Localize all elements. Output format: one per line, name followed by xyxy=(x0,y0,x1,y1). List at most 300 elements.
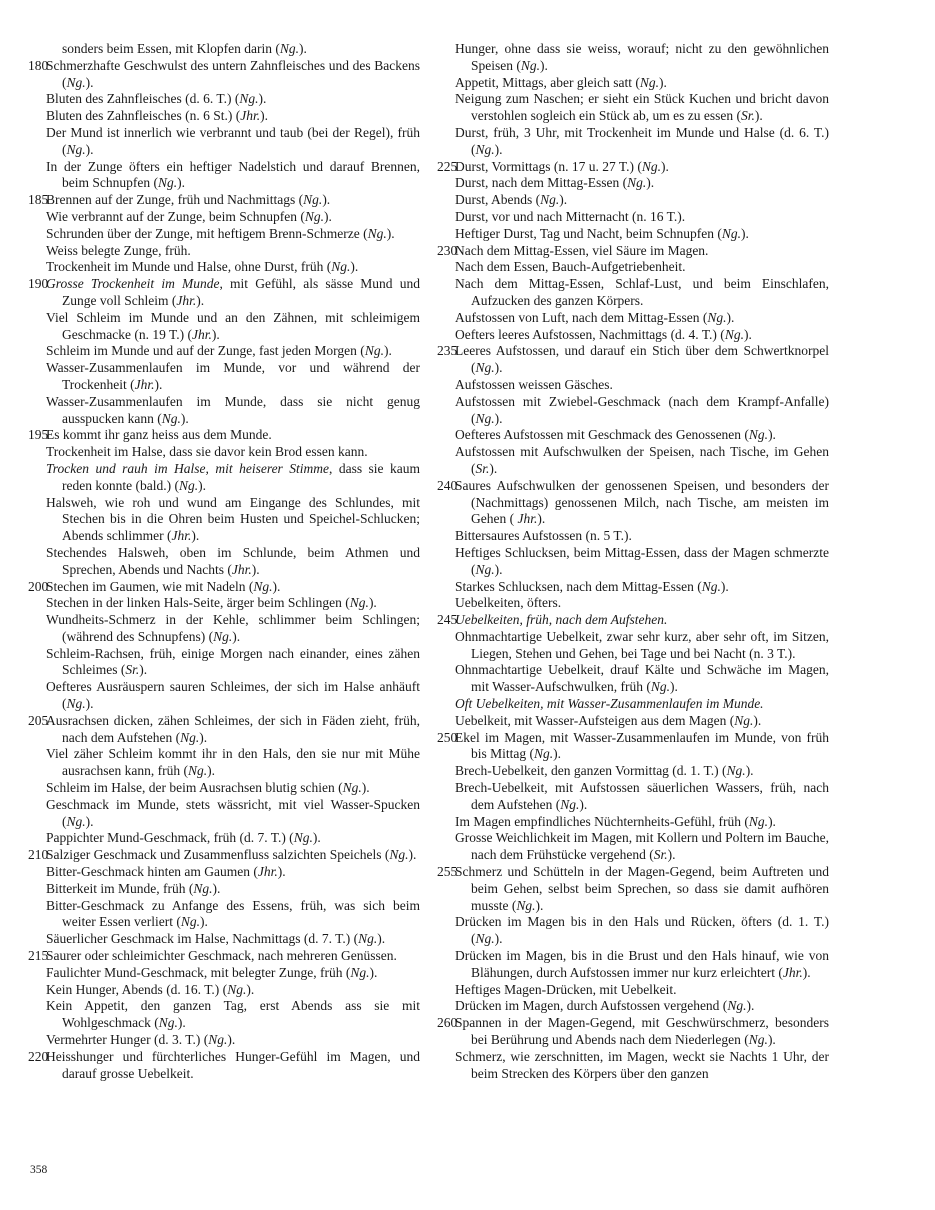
entry xyxy=(437,696,829,713)
text-run: Oefteres Aufstossen mit Geschmack des Genossenen ( xyxy=(455,427,749,443)
italic-run: Ng. xyxy=(293,830,313,846)
text-run: Grosse Weichlichkeit im Magen, mit Kollern und Poltern im Bauche, nach dem Frühstücke vergehend ( xyxy=(455,830,829,863)
entry-text xyxy=(455,259,686,274)
entry xyxy=(437,310,829,327)
entry-number: 240 xyxy=(437,477,458,493)
entry-text xyxy=(455,612,667,627)
text-run: ). xyxy=(540,57,548,73)
text-run: ). xyxy=(361,780,370,796)
entry-text xyxy=(46,259,358,274)
entry-text xyxy=(46,713,420,745)
italic-run: Ng. xyxy=(350,964,370,980)
italic-run: Ng. xyxy=(516,897,536,913)
italic-run: Ng. xyxy=(304,208,325,224)
entry-text xyxy=(46,898,420,930)
italic-run: Ng. xyxy=(641,158,662,174)
text-run: Durst, Abends ( xyxy=(455,192,541,208)
text-run: ). xyxy=(154,376,163,392)
text-run: ). xyxy=(251,561,260,577)
text-run: Uebelkeit, mit Wasser-Aufsteigen aus dem Magen ( xyxy=(455,712,735,728)
italic-run: Ng. xyxy=(66,74,86,90)
text-run: ). xyxy=(535,897,544,913)
entry-text xyxy=(455,377,613,392)
text-run: Drücken im Magen, bis in die Brust und den Hals hinauf, wie von Blähungen, durch Aufstossen immer nur kurz erleichtert ( xyxy=(455,948,829,980)
entry-text xyxy=(455,914,829,946)
entry-text xyxy=(455,310,734,325)
numbered-entry xyxy=(437,864,829,914)
text-run: Saurer oder schleimichter Geschmack, nach mehreren Genüssen. xyxy=(46,948,397,964)
text-run: ). xyxy=(661,158,669,174)
text-run: Leeres Aufstossen, und darauf ein Stich über dem Schwertknorpel ( xyxy=(455,343,829,376)
numbered-entry xyxy=(28,276,420,310)
text-run: Durst, vor und nach Mitternacht (n. 16 T.). xyxy=(455,208,686,224)
page-number: 358 xyxy=(30,1164,48,1176)
text-run: Aufstossen weissen Gäsches. xyxy=(455,376,613,392)
italic-run: Ng. xyxy=(227,981,247,997)
numbered-entry xyxy=(437,243,829,260)
italic-run: Ng. xyxy=(349,595,369,611)
text-run: ). xyxy=(494,931,503,947)
entry-text xyxy=(46,830,321,845)
italic-run: Ng. xyxy=(726,763,746,779)
italic-run: Ng. xyxy=(358,931,378,947)
italic-run: Jhr. xyxy=(517,511,538,527)
text-run: Im Magen empfindliches Nüchternheits-Gefühl, früh ( xyxy=(455,813,749,829)
text-run: ). xyxy=(198,477,206,493)
entry-text xyxy=(46,444,368,459)
entry-text xyxy=(46,612,420,644)
entry-text xyxy=(46,427,272,442)
entry xyxy=(437,998,829,1015)
text-run: Vermehrter Hunger (d. 3. T.) ( xyxy=(46,1032,209,1048)
text-run: Starkes Schlucksen, nach dem Mittag-Essen ( xyxy=(455,578,702,594)
entry xyxy=(28,679,420,713)
text-run: Durst, Vormittags (n. 17 u. 27 T.) ( xyxy=(455,158,642,174)
text-run: Weiss belegte Zunge, früh. xyxy=(46,242,191,258)
entry-text xyxy=(455,276,829,308)
entry-text xyxy=(46,881,220,896)
entry-text xyxy=(455,159,669,174)
text-run: Stechendes Halsweh, oben im Schlunde, beim Athmen und Sprechen, Abends und Nachts ( xyxy=(46,544,420,577)
entry xyxy=(437,1049,829,1083)
text-run: Wie verbrannt auf der Zunge, beim Schnupfen ( xyxy=(46,208,305,224)
text-run: ). xyxy=(368,595,377,611)
entry-text xyxy=(46,931,385,946)
entry-text xyxy=(46,579,280,594)
entry-text xyxy=(46,965,377,980)
italic-run: Ng. xyxy=(66,813,86,829)
entry-text xyxy=(46,646,420,678)
entry-text xyxy=(455,579,729,594)
entry-text xyxy=(46,226,395,241)
italic-run: Ng. xyxy=(66,696,86,712)
entry xyxy=(28,898,420,932)
numbered-entry xyxy=(437,1015,829,1049)
entry-text xyxy=(455,243,708,258)
entry-text xyxy=(455,175,654,190)
entry xyxy=(28,394,420,428)
entry-text xyxy=(455,91,829,123)
entry-text xyxy=(455,444,829,476)
entry xyxy=(437,528,829,545)
italic-run: Ng. xyxy=(367,225,387,241)
text-run: ). xyxy=(537,511,546,527)
text-run: ). xyxy=(377,931,386,947)
italic-run: Jhr. xyxy=(782,964,803,980)
entry-text xyxy=(455,948,829,980)
text-run: Der Mund ist innerlich wie verbrannt und taub (bei der Regel), früh ( xyxy=(46,124,420,157)
text-run: Oefters leeres Aufstossen, Nachmittags (d. 4. T.) ( xyxy=(455,326,725,342)
text-run: ). xyxy=(768,427,776,443)
italic-run: Ng. xyxy=(180,914,200,930)
text-run: Pappichter Mund-Geschmack, früh (d. 7. T.) ( xyxy=(46,830,294,846)
entry xyxy=(437,175,829,192)
text-run: ). xyxy=(746,998,755,1014)
text-run: ). xyxy=(177,175,185,191)
text-run: ). xyxy=(260,108,268,124)
entry xyxy=(437,226,829,243)
entry xyxy=(437,394,829,428)
entry-text xyxy=(455,427,776,442)
text-run: Wasser-Zusammenlaufen im Munde, vor und während der Trockenheit ( xyxy=(46,360,420,392)
text-run: Aufstossen mit Aufschwulken der Speisen, nach Tische, im Gehen ( xyxy=(455,444,829,476)
entry xyxy=(28,209,420,226)
text-run: ). xyxy=(383,343,392,359)
italic-run: Ng. xyxy=(161,410,181,426)
italic-run: Ng. xyxy=(475,410,495,426)
entry xyxy=(437,427,829,444)
entry xyxy=(28,159,420,193)
text-run: Durst, früh, 3 Uhr, mit Trockenheit im Munde und Halse (d. 6. T.) ( xyxy=(455,124,829,157)
text-run: Brech-Uebelkeit, mit Aufstossen säuerlichen Wassers, früh, nach dem Aufstehen ( xyxy=(455,780,829,812)
entry xyxy=(437,763,829,780)
entry-text xyxy=(455,1049,829,1081)
text-run: ). xyxy=(298,41,307,56)
text-run: ). xyxy=(768,813,776,829)
entry-text xyxy=(455,528,632,543)
text-run: Nach dem Mittag-Essen, viel Säure im Magen. xyxy=(455,242,709,258)
text-run: Spannen in der Magen-Gegend, mit Geschwürschmerz, besonders bei Berührung und Abends nach dem Niederlegen ( xyxy=(455,1015,829,1048)
italic-run: Jhr. xyxy=(134,376,155,392)
entry xyxy=(28,881,420,898)
text-run: Faulichter Mund-Geschmack, mit belegter Zunge, früh ( xyxy=(46,964,351,980)
entry-number: 255 xyxy=(437,864,458,880)
entry-text xyxy=(455,595,561,610)
entry xyxy=(437,444,829,478)
numbered-entry xyxy=(28,427,420,444)
numbered-entry xyxy=(437,159,829,176)
entry xyxy=(28,998,420,1032)
entry-text xyxy=(455,478,829,527)
italic-run: Ng. xyxy=(342,780,362,796)
text-run: ). xyxy=(726,309,735,325)
numbered-entry xyxy=(28,579,420,596)
text-run: ). xyxy=(753,712,762,728)
text-run: Ekel im Magen, mit Wasser-Zusammenlaufen im Munde, von früh bis Mittag ( xyxy=(455,729,829,762)
italic-run: Ng. xyxy=(748,813,769,829)
numbered-entry xyxy=(28,192,420,209)
entry xyxy=(437,327,829,344)
entry-text xyxy=(46,1032,235,1047)
text-run: Bitter-Geschmack hinten am Gaumen ( xyxy=(46,864,258,880)
text-run: ). xyxy=(199,914,208,930)
text-run: Halsweh, wie roh und wund am Eingange des Schlundes, mit Stechen bis in die Ohren beim Husten und Speichel-Schlucken; Abends schlimmer ( xyxy=(46,494,420,544)
text-run: Ohnmachtartige Uebelkeit, drauf Kälte und Schwäche im Magen, mit Wasser-Aufschwulken, früh ( xyxy=(455,662,829,695)
entry-number: 200 xyxy=(28,578,49,594)
entry-text xyxy=(46,360,420,392)
entry xyxy=(28,41,420,58)
text-run: , dass sie kaum reden konnte (bald.) ( xyxy=(62,460,420,493)
entry xyxy=(437,545,829,579)
text-run: Nach dem Mittag-Essen, Schlaf-Lust, und beim Einschlafen, Aufzucken des ganzen Körpers. xyxy=(455,276,829,308)
italic-run: Ng. xyxy=(520,57,541,73)
text-run: ). xyxy=(646,175,655,191)
text-run: ). xyxy=(85,74,94,90)
text-run: Neigung zum Naschen; er sieht ein Stück Kuchen und bricht davon verstohlen sogleich ein Stück ab, um es zu essen ( xyxy=(455,91,829,124)
entry-text xyxy=(455,696,764,711)
entry xyxy=(28,243,420,260)
text-run: Säuerlicher Geschmack im Halse, Nachmittags (d. 7. T.) ( xyxy=(46,931,359,947)
text-run: Wundheits-Schmerz in der Kehle, schlimmer beim Schlingen; (während des Schnupfens) ( xyxy=(46,612,420,644)
entry-number: 195 xyxy=(28,427,49,443)
entry-text xyxy=(455,192,567,207)
italic-run: Ng. xyxy=(475,141,495,157)
entry-text xyxy=(46,243,191,258)
entry xyxy=(28,108,420,125)
italic-run: Ng. xyxy=(748,1032,768,1048)
text-run: Schleim-Rachsen, früh, einige Morgen nach einander, eines zähen Schleimes ( xyxy=(46,645,420,678)
text-run: ). xyxy=(246,981,255,997)
text-run: ). xyxy=(85,696,94,712)
entry-text xyxy=(46,746,420,778)
entry-text xyxy=(46,495,420,544)
entry-number: 215 xyxy=(28,948,49,964)
entry xyxy=(437,914,829,948)
text-run: ). xyxy=(277,864,286,880)
entry xyxy=(28,461,420,495)
text-run: Trockenheit im Halse, dass sie davor kein Brod essen kann. xyxy=(46,444,368,460)
italic-run: Ng. xyxy=(213,628,233,644)
text-run: ). xyxy=(494,141,503,157)
entry-text xyxy=(455,830,829,862)
entry xyxy=(28,780,420,797)
entry-text xyxy=(455,982,677,997)
text-run: ). xyxy=(745,763,754,779)
italic-run: Ng. xyxy=(253,578,273,594)
text-run: ). xyxy=(312,830,321,846)
text-run: ). xyxy=(85,141,94,157)
entry-number: 210 xyxy=(28,847,49,863)
italic-run: Ng. xyxy=(364,343,384,359)
text-run: Brennen auf der Zunge, früh und Nachmittags ( xyxy=(46,192,304,208)
italic-run: Ng. xyxy=(727,998,747,1014)
text-run: ). xyxy=(324,208,332,224)
entry-text xyxy=(46,864,286,879)
text-run: ). xyxy=(258,91,267,107)
text-run: ). xyxy=(802,964,811,980)
text-run: ). xyxy=(754,108,763,124)
italic-run: Ng. xyxy=(389,847,409,863)
entry xyxy=(28,1032,420,1049)
text-run: ). xyxy=(720,578,729,594)
entry-number: 260 xyxy=(437,1015,458,1031)
italic-run: Ng. xyxy=(180,729,200,745)
entry-text xyxy=(455,864,829,913)
text-run: ). xyxy=(658,74,667,90)
entry-number: 225 xyxy=(437,158,458,174)
numbered-entry xyxy=(437,612,829,629)
entry-number: 230 xyxy=(437,242,458,258)
entry-text xyxy=(455,545,829,577)
text-run: Hunger, ohne dass sie weiss, worauf; nicht zu den gewöhnlichen Speisen ( xyxy=(455,41,829,73)
entry-text xyxy=(455,713,761,728)
numbered-entry xyxy=(28,948,420,965)
entry xyxy=(28,830,420,847)
text-run: Saures Aufschwulken der genossenen Speisen, und besonders der (Nachmittags) genossenen Milch, nach Tische, am meisten im Gehen ( xyxy=(455,477,829,527)
numbered-entry xyxy=(437,730,829,764)
italic-run: Ng. xyxy=(721,225,742,241)
text-run: ). xyxy=(494,410,503,426)
text-run: Nach dem Essen, Bauch-Aufgetriebenheit. xyxy=(455,259,686,275)
text-run: ). xyxy=(85,813,94,829)
entry-text xyxy=(46,159,420,191)
text-run: Bluten des Zahnfleisches (d. 6. T.) ( xyxy=(46,91,240,107)
entry-text xyxy=(46,545,420,577)
entry-text xyxy=(46,91,266,106)
italic-run: Ng. xyxy=(475,931,495,947)
italic-run: Sr. xyxy=(475,460,490,476)
text-run: ). xyxy=(211,326,220,342)
entry xyxy=(28,612,420,646)
entry-text xyxy=(455,125,829,157)
numbered-entry xyxy=(28,847,420,864)
text-run: Schmerzhafte Geschwulst des untern Zahnfleisches und des Backens ( xyxy=(46,57,420,90)
italic-run: Ng. xyxy=(701,578,721,594)
text-run: Drücken im Magen, durch Aufstossen vergehend ( xyxy=(455,998,728,1014)
entry-text xyxy=(46,209,332,224)
text-run: ). xyxy=(191,528,200,544)
entry-number: 235 xyxy=(437,343,458,359)
entry-number: 190 xyxy=(28,276,49,292)
text-run: ). xyxy=(741,225,749,241)
text-run: Heftiges Schlucksen, beim Mittag-Essen, dass der Magen schmerzte ( xyxy=(455,544,829,577)
text-run: ). xyxy=(207,763,215,779)
italic-run: Ng. xyxy=(627,175,647,191)
text-run: Appetit, Mittags, aber gleich satt ( xyxy=(455,74,640,90)
entry-text xyxy=(455,394,829,426)
entry xyxy=(437,41,829,75)
italic-run: Ng. xyxy=(157,175,178,191)
text-run: ). xyxy=(553,746,562,762)
entry xyxy=(28,226,420,243)
entry-text xyxy=(46,192,330,207)
text-run: Stechen in der linken Hals-Seite, ärger beim Schlingen ( xyxy=(46,595,350,611)
entry-text xyxy=(46,108,268,123)
entry xyxy=(28,545,420,579)
entry xyxy=(28,864,420,881)
text-run: Viel Schleim im Munde und an den Zähnen, mit schleimigem Geschmacke (n. 19 T.) ( xyxy=(46,309,420,342)
italic-run: Ng. xyxy=(158,1015,178,1031)
entry-text xyxy=(46,998,420,1030)
italic-run: Ng. xyxy=(193,880,213,896)
italic-run: Oft Uebelkeiten, mit Wasser-Zusammenlaufen im Munde. xyxy=(455,696,764,712)
entry-text xyxy=(46,847,416,862)
entry-number: 205 xyxy=(28,712,49,728)
entry xyxy=(437,259,829,276)
entry-text xyxy=(455,763,754,778)
entry xyxy=(28,595,420,612)
entry xyxy=(28,259,420,276)
text-run: Stechen im Gaumen, wie mit Nadeln ( xyxy=(46,578,254,594)
text-run: Kein Hunger, Abends (d. 16. T.) ( xyxy=(46,981,228,997)
entry-text xyxy=(46,982,254,997)
numbered-entry xyxy=(437,478,829,528)
entry xyxy=(437,713,829,730)
italic-run: Jhr. xyxy=(176,292,197,308)
entry xyxy=(437,579,829,596)
italic-run: Ng. xyxy=(187,763,208,779)
entry-text xyxy=(455,730,829,762)
italic-run: Jhr. xyxy=(231,561,252,577)
italic-run: Jhr. xyxy=(240,108,261,124)
entry-text xyxy=(455,1015,829,1047)
entry xyxy=(437,209,829,226)
text-run: Durst, nach dem Mittag-Essen ( xyxy=(455,175,628,191)
entry xyxy=(437,780,829,814)
text-run: Schleim im Halse, der beim Ausrachsen blutig schien ( xyxy=(46,780,343,796)
text-run: ). xyxy=(350,259,359,275)
text-run: Es kommt ihr ganz heiss aus dem Munde. xyxy=(46,427,272,443)
text-run: Schmerz und Schütteln in der Magen-Gegend, beim Auftreten und beim Gehen, selbst beim Sprechen, so dass sie damit aufhören musste ( xyxy=(455,864,829,913)
entry-number: 250 xyxy=(437,729,458,745)
entry xyxy=(437,91,829,125)
italic-run: Ng. xyxy=(650,679,670,695)
text-run: ). xyxy=(670,679,678,695)
italic-run: Ng. xyxy=(331,259,351,275)
text-run: ). xyxy=(139,662,148,678)
text-run: Heftiges Magen-Drücken, mit Uebelkeit. xyxy=(455,981,677,997)
entry xyxy=(28,310,420,344)
entry-text xyxy=(46,948,397,963)
text-run: Uebelkeiten, öfters. xyxy=(455,595,562,611)
italic-run: Jhr. xyxy=(191,326,212,342)
entry-text xyxy=(46,276,420,308)
italic-run: Ng. xyxy=(208,1032,228,1048)
entry-text xyxy=(455,327,752,342)
numbered-entry xyxy=(28,1049,420,1083)
entry xyxy=(437,629,829,663)
italic-run: Ng. xyxy=(540,192,560,208)
entry xyxy=(437,75,829,92)
text-run: Bittersaures Aufstossen (n. 5 T.). xyxy=(455,528,632,544)
entry xyxy=(28,931,420,948)
text-run: ). xyxy=(227,1032,236,1048)
entry xyxy=(437,814,829,831)
entry-text xyxy=(46,595,377,610)
entry-text xyxy=(46,394,420,426)
entry xyxy=(28,360,420,394)
text-run: Aufstossen mit Zwiebel-Geschmack (nach dem Krampf-Anfalle) ( xyxy=(455,393,829,426)
numbered-entry xyxy=(28,713,420,747)
entry-text xyxy=(455,780,829,812)
italic-run: Ng. xyxy=(534,746,554,762)
text-run: Aufstossen von Luft, nach dem Mittag-Essen ( xyxy=(455,309,708,325)
text-run: Trockenheit im Munde und Halse, ohne Durst, früh ( xyxy=(46,259,332,275)
entry-text xyxy=(46,343,392,358)
entry-text xyxy=(455,629,829,661)
text-run: Oefteres Ausräuspern sauren Schleimes, der sich im Halse anhäuft ( xyxy=(46,679,420,712)
italic-run: Ng. xyxy=(724,326,744,342)
